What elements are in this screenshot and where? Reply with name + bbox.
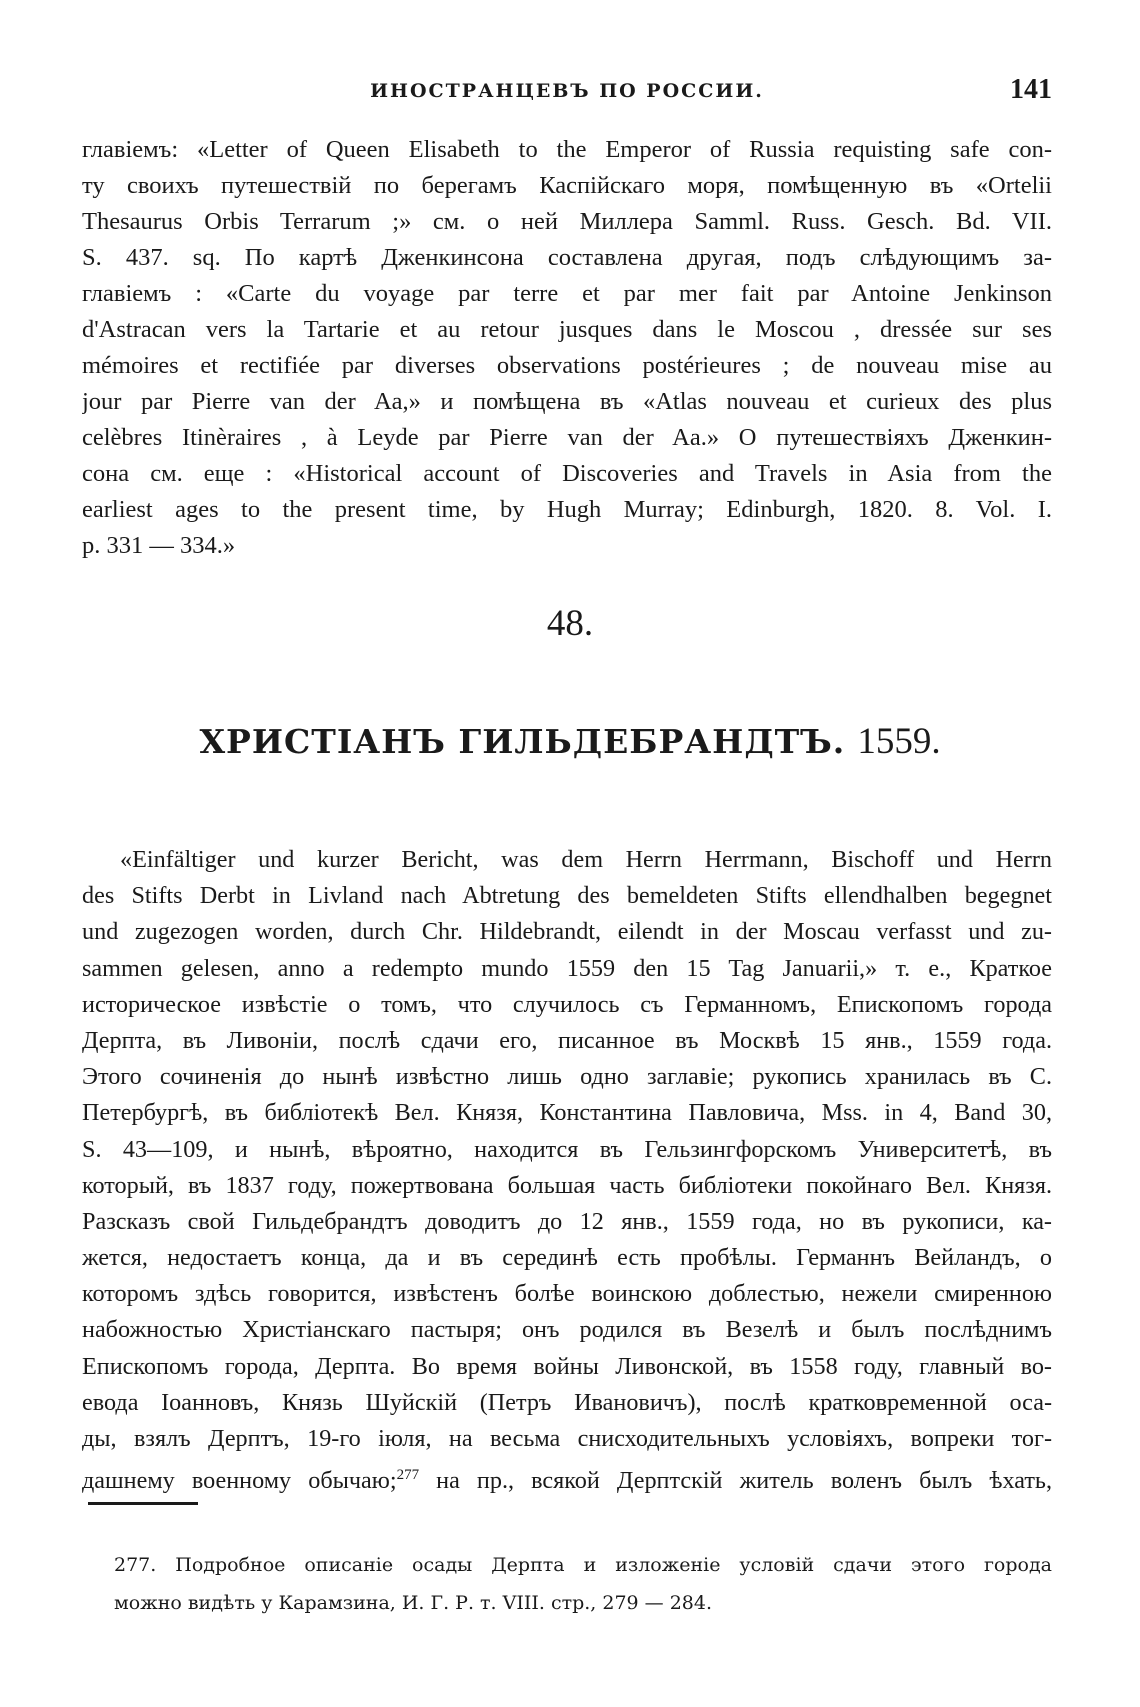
body-paragraph [82,842,1052,1493]
text-line: Thesaurus Orbis Terrarum ;» см. о ней Миллера Samml. Russ. Gesch. Bd. VII. [82,208,1052,235]
text-line: ту своихъ путешествій по берегамъ Каспійскаго моря, помѣщенную въ «Ortelii [82,172,1052,199]
text-line: сона см. еще : «Historical account of Discoveries and Travels in Asia from the [82,460,1052,487]
text-line-with-note [82,1457,1052,1493]
text-line: главіемъ: «Letter of Queen Elisabeth to the Emperor of Russia requisting safe con- [82,136,1052,163]
text-segment: на пр., всякой Дерптскій житель воленъ былъ ѣхать, [419,1467,1052,1494]
running-title: ИНОСТРАНЦЕВЪ ПО РОССИИ. [370,80,764,102]
text-line: жется, недостаетъ конца, да и въ серединѣ есть пробѣлы. Германнъ Вейландъ, о [82,1244,1052,1272]
footnote [88,1546,1052,1622]
footnote-line: можно видѣть у Карамзина, И. Г. Р. т. VIII. стр., 279 — 284. [114,1592,713,1614]
text-line: S. 437. sq. По картѣ Дженкинсона составлена другая, подъ слѣдующимъ за- [82,244,1052,271]
footnote-divider [88,1502,198,1505]
intro-paragraph [82,132,1052,564]
text-line: которомъ здѣсь говорится, извѣстенъ болѣе воинскою доблестью, нежели смиренною [82,1280,1052,1308]
text-line: Дерпта, въ Ливоніи, послѣ сдачи его, писанное въ Москвѣ 15 янв., 1559 года. [82,1026,1052,1054]
text-line: Разсказъ свой Гильдебрандтъ доводитъ до 12 янв., 1559 года, но въ рукописи, ка- [82,1207,1052,1235]
text-line: ды, взялъ Дерптъ, 19-го іюля, на весьма снисходительныхъ условіяхъ, вопреки тог- [82,1425,1052,1452]
text-line: историческое извѣстіе о томъ, что случилось съ Германномъ, Епископомъ города [82,990,1052,1018]
section-heading [0,720,1140,763]
text-line: Этого сочиненія до нынѣ извѣстно лишь одно заглавіе; рукопись хранилась въ С. [82,1063,1052,1091]
text-line: евода Іоанновъ, Князь Шуйскій (Петръ Ивановичъ), послѣ кратковременной оса- [82,1388,1052,1416]
text-line: sammen gelesen, anno a redempto mundo 1559 den 15 Tag Januarii,» т. е., Краткое [82,954,1052,982]
running-header [82,74,1052,108]
text-line: d'Astracan vers la Tartarie et au retour jusques dans le Moscou , dressée sur ses [82,316,1052,343]
page-number: 141 [1010,74,1052,105]
text-line: главіемъ : «Carte du voyage par terre et par mer fait par Antoine Jenkinson [82,280,1052,307]
footnote-line: 277. Подробное описаніе осады Дерпта и изложеніе условій сдачи этого города [114,1554,1052,1576]
section-number: 48. [546,603,594,644]
text-segment: дашнему военному обычаю; [82,1467,397,1494]
text-line: Епископомъ города, Дерпта. Во время войны Ливонской, въ 1558 году, главный во- [82,1352,1052,1380]
footnote-reference[interactable]: 277 [396,1467,420,1484]
text-line: Петербургѣ, въ библіотекѣ Вел. Князя, Константина Павловича, Mss. in 4, Band 30, [82,1099,1052,1127]
heading-name: ХРИСТІАНЪ ГИЛЬДЕБРАНДТЪ. [199,722,846,761]
text-line: который, въ 1837 году, пожертвована большая часть библіотеки покойнаго Вел. Князя. [82,1171,1052,1199]
text-line: «Einfältiger und kurzer Bericht, was dem Herrn Herrmann, Bischoff und Herrn [120,846,1052,873]
text-line: earliest ages to the present time, by Hugh Murray; Edinburgh, 1820. 8. Vol. I. [82,496,1052,523]
text-line: mémoires et rectifiée par diverses observations postérieures ; de nouveau mise au [82,352,1052,379]
text-line: celèbres Itinèraires , à Leyde par Pierre van der Aa.» О путешествіяхъ Дженкин- [82,424,1052,451]
heading-year: 1559. [857,721,941,762]
text-line: jour par Pierre van der Aa,» и помѣщена въ «Atlas nouveau et curieux des plus [82,388,1052,415]
text-line: S. 43—109, и нынѣ, вѣроятно, находится въ Гельзингфорскомъ Университетѣ, въ [82,1135,1052,1163]
text-line: des Stifts Derbt in Livland nach Abtretung des bemeldeten Stifts ellendhalben begegnet [82,882,1052,910]
text-line: p. 331 — 334.» [82,532,236,559]
text-line: набожностью Христіанскаго пастыря; онъ родился въ Везелѣ и былъ послѣднимъ [82,1316,1052,1344]
text-line: und zugezogen worden, durch Chr. Hildebrandt, eilendt in der Moscau verfasst und zu- [82,918,1052,946]
